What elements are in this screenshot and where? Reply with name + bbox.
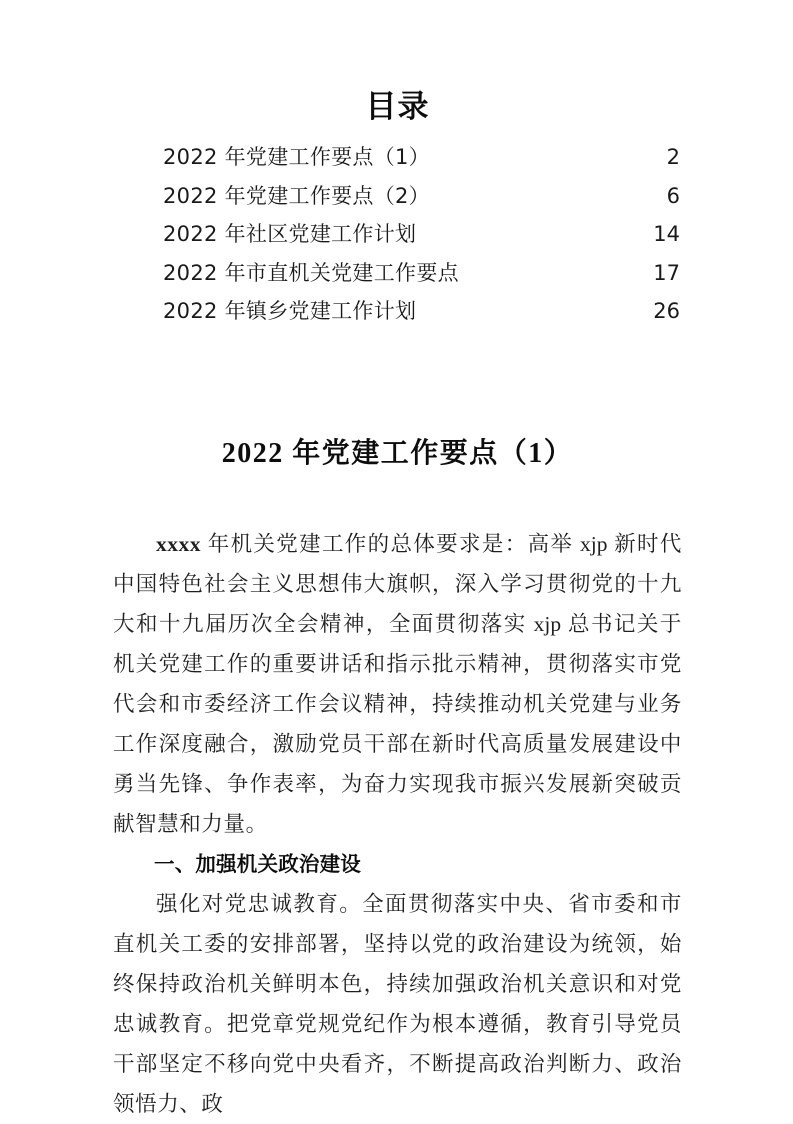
toc-entry-label: 2022 年市直机关党建工作要点 [163, 260, 459, 285]
intro-paragraph [113, 524, 682, 844]
toc-entry-label: 2022 年镇乡党建工作计划 [163, 299, 417, 323]
toc-entry-label: 2022 年社区党建工作计划 [163, 222, 417, 246]
toc-title: 目录 [365, 89, 430, 124]
section-heading-one: 一、加强机关政治建设 [154, 852, 361, 876]
toc-leader-dots [431, 143, 666, 164]
section-paragraph: 强化对党忠诚教育。全面贯彻落实中央、省市委和市直机关工委的安排部署，坚持以党的政治建设为统领，始终保持政治机关鲜明本色，持续加强政治机关意识和对党忠诚教育。把党章党规党纪作为根本遵循，教育引导党员干部坚定不移向党中央看齐，不断提高政治判断力、政治领悟力、政 [113, 892, 682, 1116]
title-spacer [113, 476, 682, 524]
toc-entry-5[interactable] [163, 292, 680, 331]
toc-entry-2[interactable] [163, 177, 680, 216]
toc-page-number: 14 [653, 222, 680, 246]
table-of-contents [113, 86, 682, 331]
intro-segment-1: 年机关党建工作的总体要求是：高举 [201, 532, 580, 556]
toc-page-number: 26 [653, 299, 680, 323]
toc-page-number: 17 [653, 260, 680, 285]
toc-page-number: 2 [666, 145, 680, 169]
toc-entry-3[interactable] [163, 215, 680, 254]
toc-leader-dots [417, 220, 652, 241]
intro-segment-3: 总书记关于机关党建工作的重要讲话和指示批示精神，贯彻落实市党代会和市委经济工作会议精神，持续推动机关党建与业务工作深度融合，激励党员干部在新时代高质量发展建设中勇当先锋、争作表率，为奋力实现我市振兴发展新突破贡献智慧和力量。 [113, 612, 682, 836]
toc-page-number: 6 [666, 183, 680, 208]
leader-name-token-2: xjp [533, 612, 562, 636]
toc-entry-4[interactable] [163, 254, 680, 293]
toc-leader-dots [460, 259, 652, 280]
toc-leader-dots [417, 297, 652, 318]
article-body [113, 432, 682, 1124]
toc-entry-1[interactable] [163, 138, 680, 177]
toc-entry-label: 2022 年党建工作要点（2） [163, 183, 430, 208]
toc-leader-dots [431, 182, 666, 203]
article-title: 2022 年党建工作要点（1） [221, 438, 574, 469]
toc-list [113, 138, 682, 331]
leader-name-token-1: xjp [580, 532, 608, 556]
toc-entry-label: 2022 年党建工作要点（1） [163, 145, 430, 169]
intro-segment-2: 新时代中国特色社会主义思想伟大旗帜，深入学习贯彻党的十九大和十九届历次全会精神，全面贯彻落实 [113, 532, 682, 636]
placeholder-year-token: xxxx [156, 532, 201, 556]
